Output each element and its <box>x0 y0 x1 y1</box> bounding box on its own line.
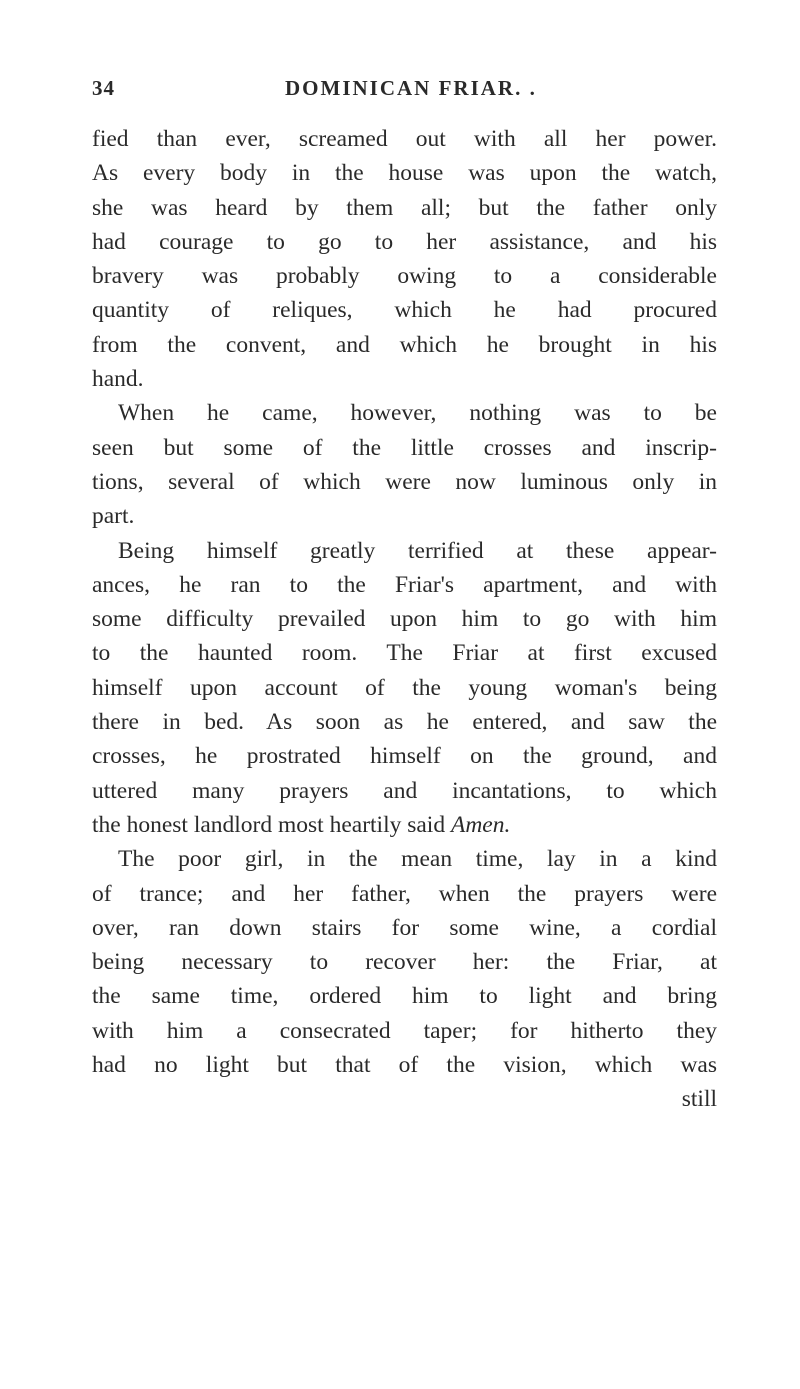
text-line: quantity of reliques, which he had procured <box>92 297 717 324</box>
text-line: had courage to go to her assistance, and his <box>92 228 717 255</box>
text-line: seen but some of the little crosses and inscrip- <box>92 434 717 461</box>
text-segment: the honest landlord most heartily said <box>92 811 451 838</box>
text-line: some difficulty prevailed upon him to go with him <box>92 606 717 633</box>
text-line: Being himself greatly terrified at these appear- <box>118 537 717 564</box>
text-line: over, ran down stairs for some wine, a cordial <box>92 914 717 941</box>
text-line: from the convent, and which he brought in his <box>92 331 717 358</box>
text-line: The poor girl, in the mean time, lay in a kind <box>118 846 717 873</box>
italic-word: Amen. <box>450 811 511 838</box>
text-line: uttered many prayers and incantations, to which <box>92 777 717 804</box>
text-line: When he came, however, nothing was to be <box>118 400 717 427</box>
text-line: ances, he ran to the Friar's apartment, and with <box>92 571 717 598</box>
text-line: himself upon account of the young woman's being <box>92 674 717 701</box>
page-number: 34 <box>92 76 115 100</box>
catchword: still <box>681 1086 717 1113</box>
text-line: bravery was probably owing to a considerable <box>92 263 717 290</box>
text-line: As every body in the house was upon the watch, <box>92 160 717 187</box>
text-line: there in bed. As soon as he entered, and saw the <box>92 709 717 736</box>
text-line: to the haunted room. The Friar at first excused <box>92 640 717 667</box>
running-title: DOMINICAN FRIAR. . <box>285 76 537 100</box>
text-line: the same time, ordered him to light and bring <box>92 983 717 1010</box>
text-line <box>92 808 717 842</box>
body-text <box>92 122 717 1117</box>
text-line: with him a consecrated taper; for hitherto they <box>92 1017 717 1044</box>
text-line: hand. <box>92 366 144 393</box>
text-line: had no light but that of the vision, which was <box>92 1052 717 1079</box>
text-line: part. <box>92 503 135 530</box>
running-head <box>92 76 712 112</box>
text-line: tions, several of which were now luminous only in <box>92 468 717 495</box>
text-line: being necessary to recover her: the Friar, at <box>92 949 717 976</box>
text-line: of trance; and her father, when the prayers were <box>92 880 717 907</box>
text-line: she was heard by them all; but the father only <box>92 194 717 221</box>
text-line: crosses, he prostrated himself on the ground, and <box>92 743 717 770</box>
text-line: fied than ever, screamed out with all her power. <box>92 126 717 152</box>
